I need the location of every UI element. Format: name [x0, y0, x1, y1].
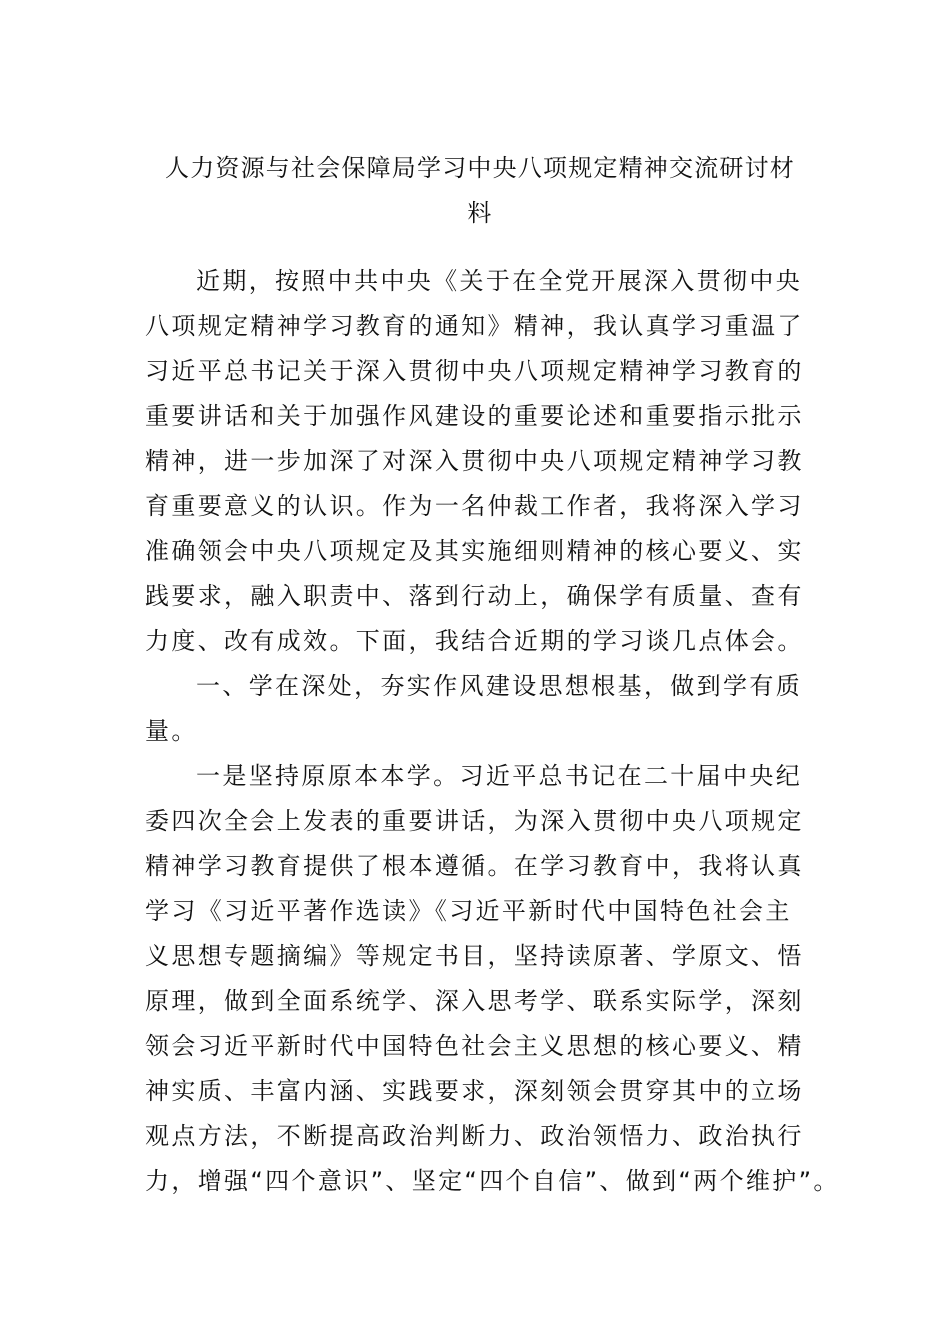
heading-line: 量。 — [145, 717, 198, 745]
text-line: 践要求，融入职责中、落到行动上，确保学有质量、查有 — [145, 582, 804, 610]
text-line: 精神学习教育提供了根本遵循。在学习教育中，我将认真 — [145, 852, 804, 880]
title-line-1: 人力资源与社会保障局学习中央八项规定精神交流研讨材 — [165, 154, 795, 182]
text-line: 原理，做到全面系统学、深入思考学、联系实际学，深刻 — [145, 987, 804, 1015]
document-body — [145, 259, 840, 1204]
text-line: 力度、改有成效。下面，我结合近期的学习谈几点体会。 — [145, 627, 804, 655]
text-line: 力，增强“四个意识”、坚定“四个自信”、做到“两个维护”。 — [145, 1167, 840, 1195]
text-line: 领会习近平新时代中国特色社会主义思想的核心要义、精 — [145, 1032, 804, 1060]
text-line: 育重要意义的认识。作为一名仲裁工作者，我将深入学习 — [145, 492, 804, 520]
text-line: 八项规定精神学习教育的通知》精神，我认真学习重温了 — [145, 312, 804, 340]
text-line: 观点方法，不断提高政治判断力、政治领悟力、政治执行 — [145, 1122, 804, 1150]
text-line: 委四次全会上发表的重要讲话，为深入贯彻中央八项规定 — [145, 807, 804, 835]
text-line: 近期，按照中共中央《关于在全党开展深入贯彻中央 — [196, 267, 803, 295]
text-line: 学习《习近平著作选读》《习近平新时代中国特色社会主 — [145, 897, 792, 925]
document-title — [140, 146, 820, 236]
text-line: 习近平总书记关于深入贯彻中央八项规定精神学习教育的 — [145, 357, 804, 385]
text-line: 义思想专题摘编》等规定书目，坚持读原著、学原文、悟 — [145, 942, 804, 970]
text-line: 一是坚持原原本本学。习近平总书记在二十届中央纪 — [196, 762, 803, 790]
title-line-2: 料 — [467, 199, 493, 227]
paragraph-intro — [145, 259, 809, 664]
text-line: 精神，进一步加深了对深入贯彻中央八项规定精神学习教 — [145, 447, 804, 475]
section-heading-1 — [145, 664, 809, 754]
text-line: 准确领会中央八项规定及其实施细则精神的核心要义、实 — [145, 537, 804, 565]
paragraph-point-1 — [145, 754, 840, 1204]
heading-line: 一、学在深处，夯实作风建设思想根基，做到学有质 — [196, 672, 803, 700]
text-line: 神实质、丰富内涵、实践要求，深刻领会贯穿其中的立场 — [145, 1077, 804, 1105]
text-line: 重要讲话和关于加强作风建设的重要论述和重要指示批示 — [145, 402, 804, 430]
